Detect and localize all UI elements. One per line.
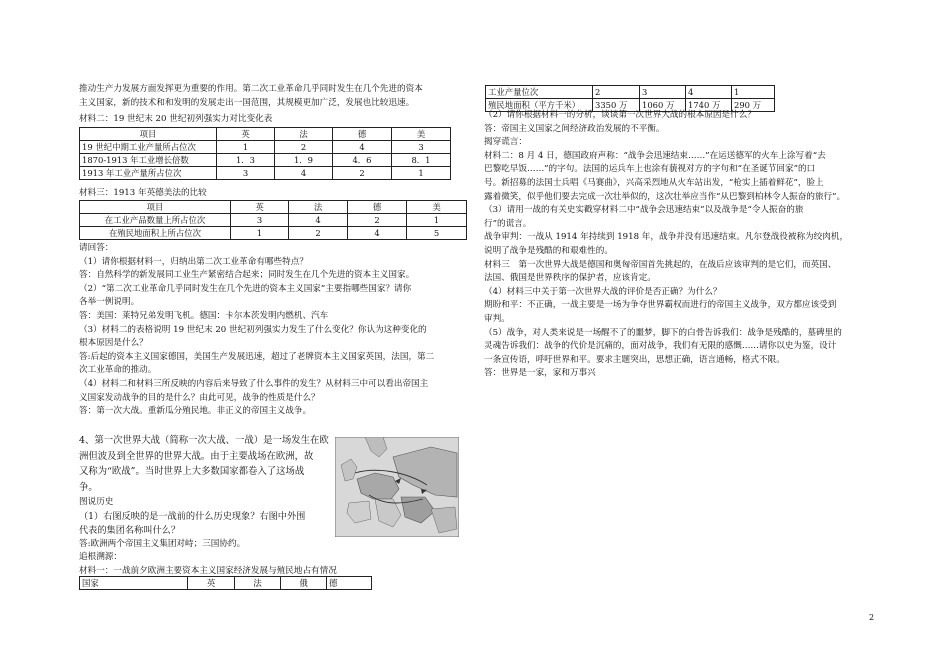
text-line: 一条宣传语，呼吁世界和平。要求主题突出，思想正确，语言通畅，格式不限。 — [484, 354, 785, 365]
table-cell: 4．6 — [333, 154, 392, 167]
table-cell: 美 — [407, 201, 467, 214]
table-header-row — [80, 577, 372, 590]
text-line: 答:欧洲两个帝国主义集团对峙；三国协约。 — [79, 538, 246, 549]
table-cell: 3 — [231, 214, 289, 227]
table-cell: 1 — [732, 86, 775, 99]
table-cell: 4 — [289, 214, 348, 227]
table-cell: 1 — [407, 214, 467, 227]
text-line: 灵魂告诉我们：战争的代价是沉痛的，面对战争，我们有无限的感慨……请你以史为鉴，设计 — [484, 341, 837, 352]
wwi-intro — [79, 433, 329, 495]
table-cell: 2 — [593, 86, 640, 99]
table-cell: 3 — [392, 141, 451, 154]
table-cell: 4 — [686, 86, 732, 99]
table-row — [80, 141, 451, 154]
text-line: 次工业革命的推动。 — [79, 365, 157, 376]
questions-block — [79, 242, 434, 419]
table-row — [80, 154, 451, 167]
right-text-block — [484, 109, 848, 381]
text-line: 审判。 — [484, 313, 510, 324]
table-cell: 国家 — [80, 577, 188, 590]
text-line: 洲但波及到全世界的世界大战。由于主要战场在欧洲，故 — [79, 450, 314, 462]
text-line: （5）战争，对人类来说是一场醒不了的噩梦，脚下的白骨告诉我们：战争是残酷的，墓碑里的 — [484, 327, 842, 338]
table-cell: 英 — [188, 577, 235, 590]
table-cell: 在工业产品数量上所占位次 — [80, 214, 231, 227]
table-header-row — [80, 201, 467, 214]
table-row — [486, 86, 775, 99]
text-line: 号。新招募的法国士兵唱《马赛曲》，兴高采烈地从火车站出发，“枪实上插着鲜花”，脸上 — [484, 177, 824, 188]
table-cell: 德 — [348, 201, 407, 214]
table-row — [80, 167, 451, 180]
text-line: 答:后起的资本主义国家德国，美国生产发展迅速，超过了老牌资本主义国家英国，法国，第二 — [79, 351, 435, 362]
text-line: 战争审判：一战从 1914 年持续到 1918 年，战争并没有迅速结束。凡尔登战役被称为绞肉机， — [484, 232, 849, 243]
text-line: （1）右图反映的是一战前的什么历史现象？右图中外围 — [79, 510, 306, 522]
material-3-title: 材料三：1913 年英德美法的比较 — [79, 188, 207, 198]
text-line: （2）请你根据材料一的分析，谈谈第一次世界大战的根本原因是什么？ — [484, 110, 756, 120]
text-line: （2）“第二次工业革命几乎同时发生在几个先进的资本主义国家”主要指哪些国家？请你 — [79, 283, 412, 294]
text-line: （1）请你根据材料一，归纳出第二次工业革命有哪些特点？ — [79, 256, 308, 267]
table-cell: 工业产量位次 — [486, 86, 593, 99]
table-cell: 2 — [348, 214, 407, 227]
table-cell: 3 — [217, 167, 275, 180]
text-line: 揭穿谎言： — [484, 137, 527, 148]
text-line: （4）材料三中关于第一次世界大战的评价是否正确？为什么？ — [484, 286, 722, 297]
europe-map-illustration — [335, 437, 459, 537]
text-line: 答：第一次大战。重新瓜分殖民地。非正义的帝国主义战争。 — [79, 406, 312, 417]
table-cell: 8．1 — [392, 154, 451, 167]
text-line: 答：自然科学的新发展同工业生产紧密结合起来；同时发生在几个先进的资本主义国家。 — [79, 270, 415, 281]
text-line: 答：世界是一家，家和万事兴 — [484, 368, 596, 379]
text-line: 期盼和平：不正确，一战主要是一场为争夺世界霸权而进行的帝国主义战争，双方都应该受到 — [484, 300, 837, 311]
table-cell: 4 — [348, 227, 407, 240]
table-cell: 德 — [327, 577, 372, 590]
text-line: 法国、俄国是世界秩序的保护者，应该肯定。 — [484, 273, 656, 284]
table-row — [80, 214, 467, 227]
table-row — [80, 227, 467, 240]
table-cell: 1．9 — [275, 154, 333, 167]
text-line: 材料三 第一次世界大战是德国和奥匈帝国首先挑起的，在战后应该审判的是它们，而英国、 — [484, 259, 837, 270]
table-cell: 英 — [217, 128, 275, 141]
page-number: 2 — [869, 613, 875, 622]
table-cell: 1060 万 — [640, 99, 686, 112]
table-cell: 项目 — [80, 128, 217, 141]
table-cell: 法 — [275, 128, 333, 141]
table-cell: 法 — [289, 201, 348, 214]
text-line: 露着微笑，似乎他们要去完成一次壮举似的，这次壮举应当作“从巴黎到柏林令人振奋的旅行”。 — [484, 191, 846, 202]
text-line: 说明了战争是残酷的和艰难性的。 — [484, 245, 613, 256]
table-cell: 美 — [392, 128, 451, 141]
text-line: 又称为“欧战”。当时世界上大多数国家都卷入了这场战 — [79, 466, 305, 477]
material-2-title: 材料二：19 世纪末 20 世纪初列强实力对比变化表 — [79, 114, 273, 124]
table-cell: 1 — [231, 227, 289, 240]
text-line: （3）请用一战的有关史实戳穿材料二中“战争会迅速结束”以及战争是“令人振奋的旅 — [484, 205, 804, 216]
table-cell: 2 — [275, 141, 333, 154]
text-line: 代表的集团名称叫什么？ — [79, 524, 181, 536]
table-cell: 1870-1913 年工业增长倍数 — [80, 154, 217, 167]
table-cell: 在殖民地面积上所占位次 — [80, 227, 231, 240]
intro-paragraph — [79, 83, 423, 110]
text-line: （4）材料二和材料三所反映的内容后来导致了什么事件的发生？从材料三中可以看出帝国主 — [79, 378, 429, 389]
table-cell: 1 — [392, 167, 451, 180]
table-cell: 1913 年工业产量所占位次 — [80, 167, 217, 180]
table-cell: 3 — [640, 86, 686, 99]
table-cell: 5 — [407, 227, 467, 240]
table-cell: 1．3 — [217, 154, 275, 167]
table-cell: 4 — [333, 141, 392, 154]
country-comparison-table — [79, 200, 467, 240]
strength-comparison-table — [79, 127, 451, 180]
text-line: 图说历史 — [79, 497, 114, 507]
text-line: 4、第一次世界大战（简称一次大战、一战）是一场发生在欧 — [79, 435, 329, 446]
table-cell: 3350 万 — [593, 99, 640, 112]
table-cell: 项目 — [80, 201, 231, 214]
text-line: 各举一例说明。 — [79, 297, 140, 308]
colony-table — [485, 85, 775, 112]
text-line: 义国家发动战争的目的是什么？由此可见，战争的性质是什么？ — [79, 392, 320, 403]
table-cell: 英 — [231, 201, 289, 214]
text-line: 答：美国：莱特兄弟发明飞机。德国：卡尔本茨发明内燃机、汽车 — [79, 310, 329, 321]
table-cell: 法 — [235, 577, 281, 590]
text-line: 行”的谎言。 — [484, 218, 532, 229]
map-questions — [79, 496, 337, 578]
text-line: 根本原因是什么？ — [79, 338, 148, 349]
table-cell: 殖民地面积（平方千米） — [486, 99, 593, 112]
table-cell: 2 — [333, 167, 392, 180]
table-cell: 4 — [275, 167, 333, 180]
table-cell: 德 — [333, 128, 392, 141]
table-cell: 1740 万 — [686, 99, 732, 112]
intro-line: 推动生产力发展方面发挥更为重要的作用。第二次工业革命几乎同时发生在几个先进的资本 — [79, 84, 423, 94]
text-line: 材料二：8 月 4 日，德国政府声称：“战争会迅速结束……”在运送德军的火车上涂写着“去 — [484, 150, 826, 161]
table-cell: 2 — [289, 227, 348, 240]
text-line: 巴黎吃早饭……”的字句。法国的运兵车上也涂有藐视对方的字句和“在圣诞节回家”的口 — [484, 164, 816, 175]
table-cell: 19 世纪中期工业产量所占位次 — [80, 141, 217, 154]
table-cell: 290 万 — [732, 99, 775, 112]
table-cell: 1 — [217, 141, 275, 154]
text-line: 争。 — [79, 481, 98, 493]
text-line: 答：帝国主义国家之间经济政治发展的不平衡。 — [484, 123, 665, 134]
text-line: 追根溯源： — [79, 552, 122, 563]
text-line: （3）材料二的表格说明 19 世纪末 20 世纪初列强实力发生了什么变化？你认为这种变化的 — [79, 324, 427, 335]
table-header-row — [80, 128, 451, 141]
intro-line: 主义国家，新的技术和和发明的发展走出一国范围，其规模更加广泛，发展也比较迅速。 — [79, 97, 415, 108]
colony-table-header — [79, 576, 372, 590]
text-line: 材料一：一战前夕欧洲主要资本主义国家经济发展与殖民地占有情况 — [79, 565, 337, 576]
text-line: 请回答： — [79, 243, 114, 253]
table-cell: 俄 — [281, 577, 327, 590]
